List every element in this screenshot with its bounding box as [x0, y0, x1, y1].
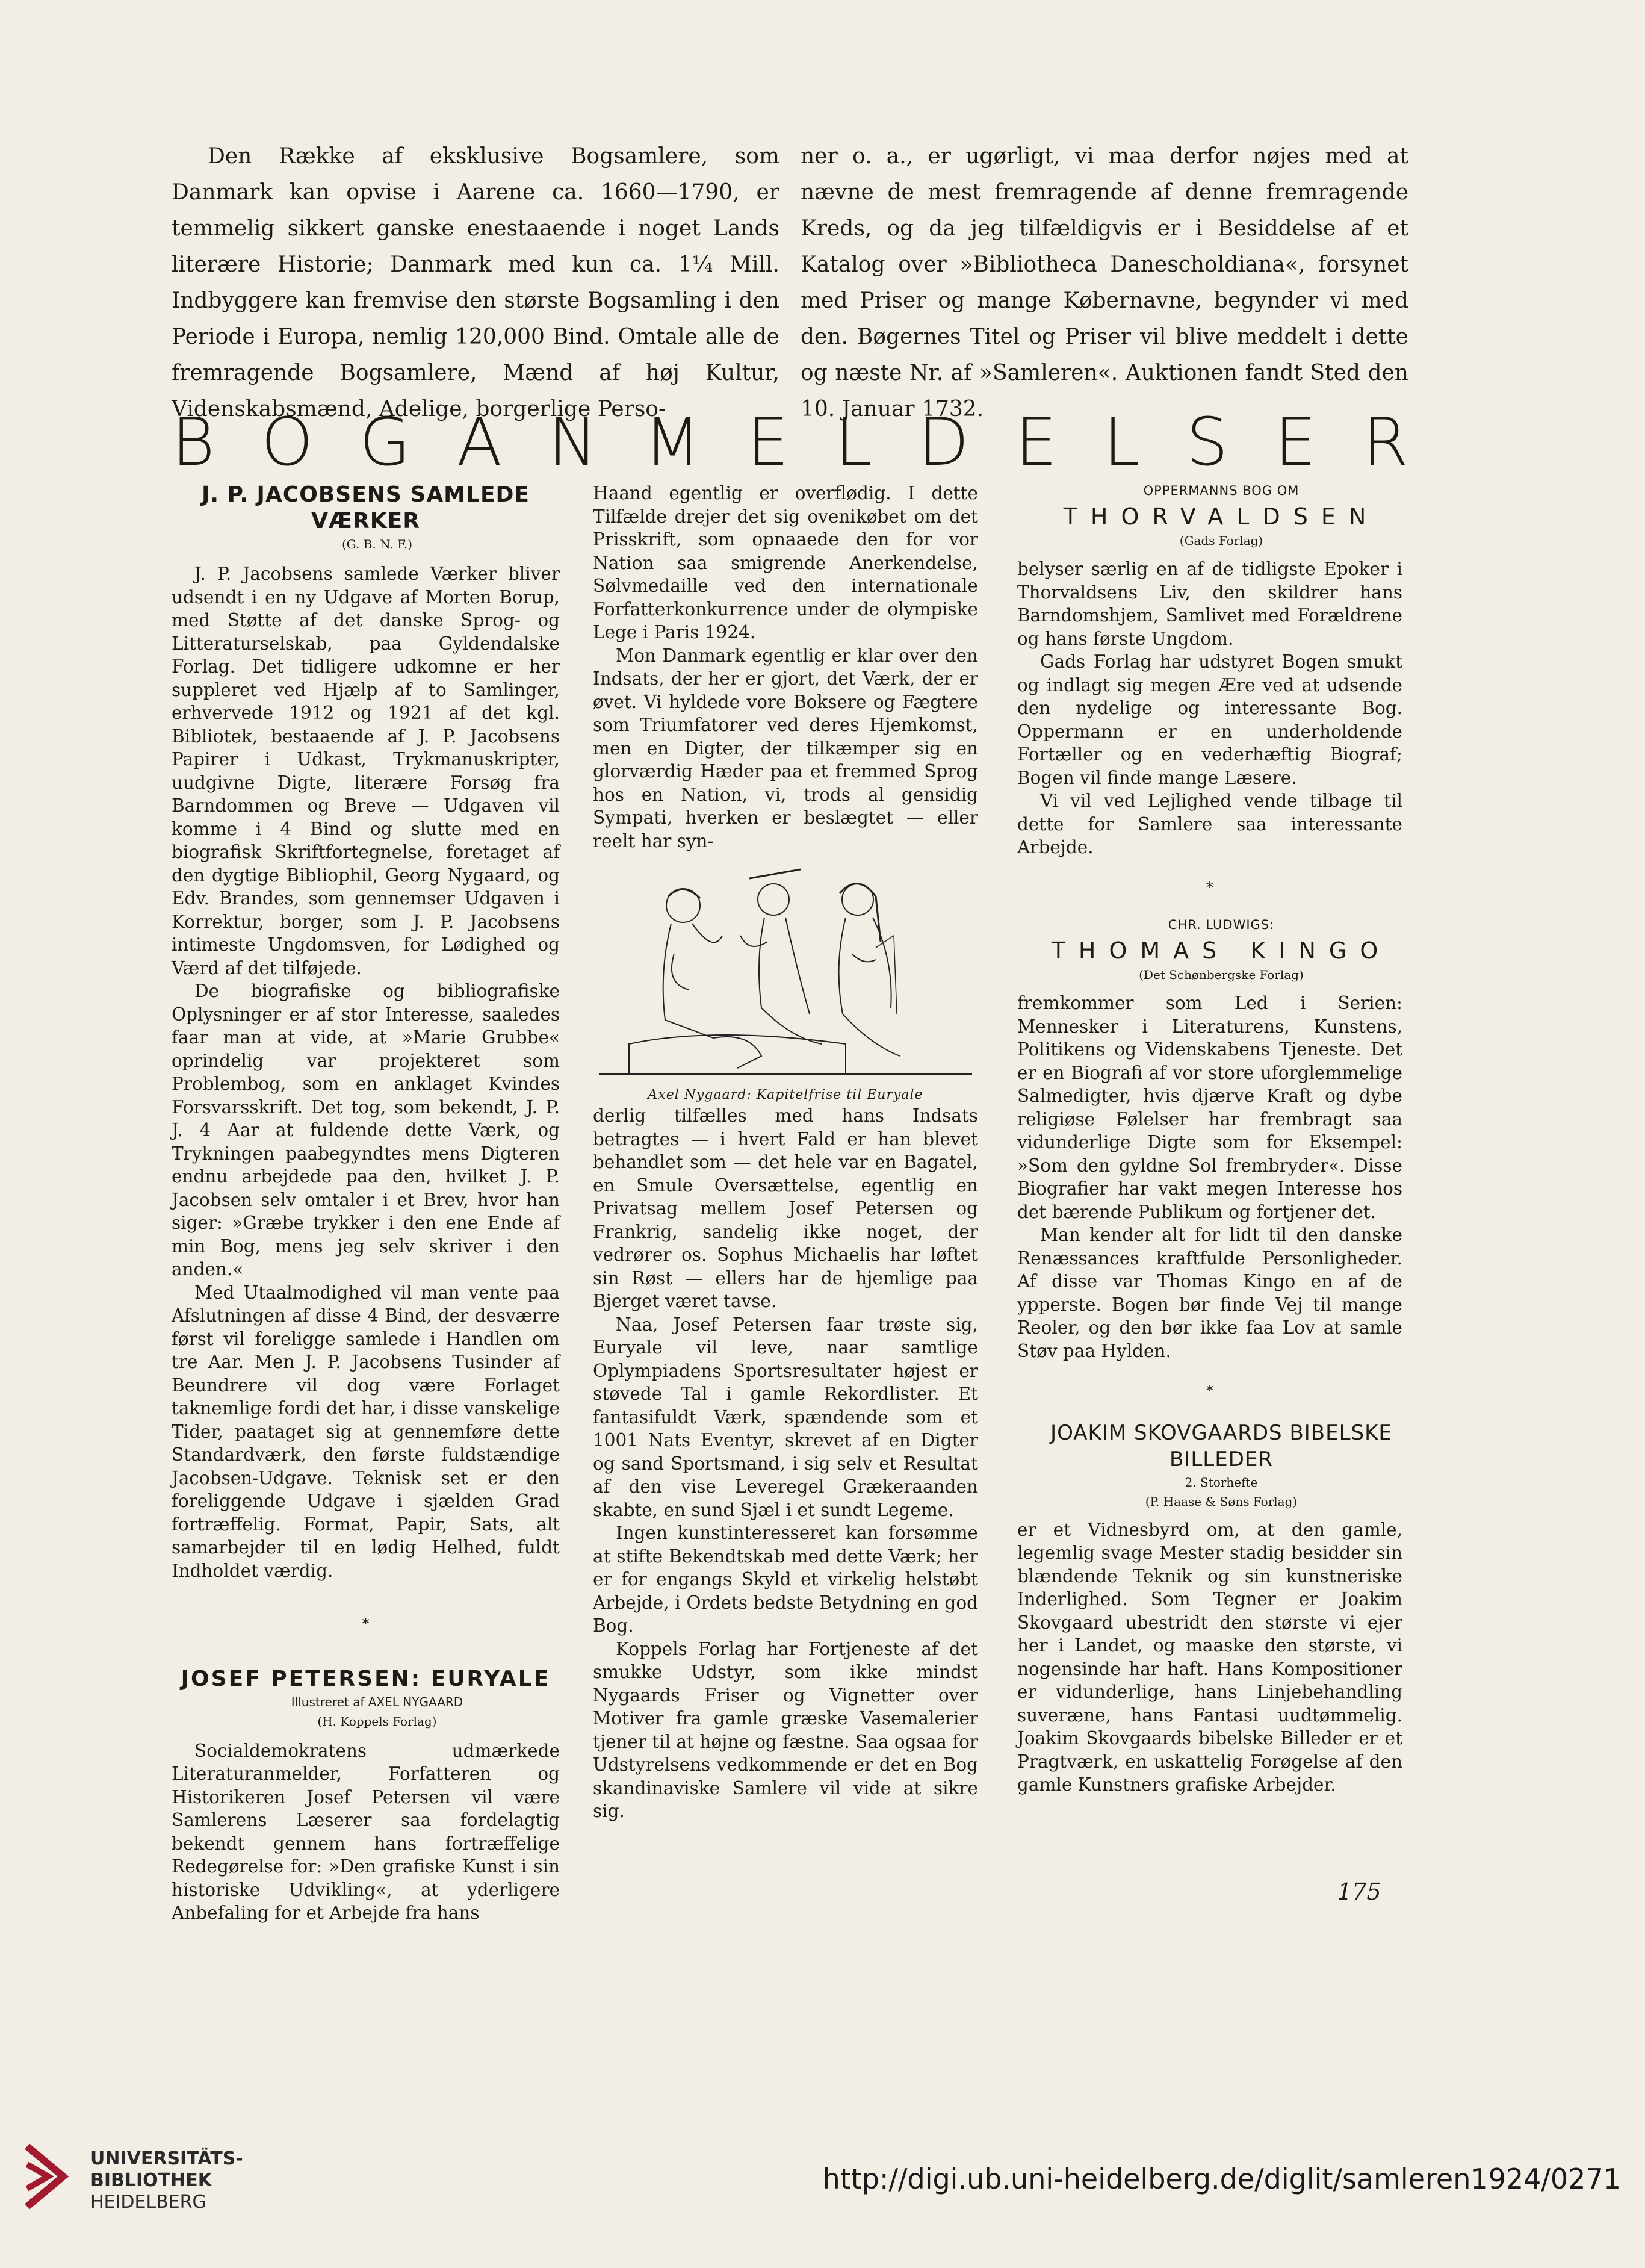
publisher-koppels: (H. Koppels Forlag) — [317, 1713, 437, 1729]
three-figures-drawing — [593, 863, 978, 1080]
heading-jacobsen: J. P. JACOBSENS SAMLEDE VÆRKER — [201, 482, 530, 533]
jacobsen-paragraph-2: De biografiske og bibliografiske Oplysninger er af stor Interesse, saaledes faar man at vide, at »Marie Grubbe« oprindelig var projekteret som Problembog, som en anklaget Kvindes Forsvarsskrift. Det tog, som bekendt, J. P. J. 4 Aar at fuldende dette Værk, og Trykningen paabegyndtes mens Digteren endnu arbejdede paa den, hvilket J. P. Jacobsen selv omtaler i et Brev, hvor han siger: »Græbe trykker i den ene Ende af min Bog, mens jeg selv skriver i den anden.« — [172, 981, 560, 1279]
column-2 — [593, 482, 978, 1823]
illustration-caption: Axel Nygaard: Kapitelfrise til Euryale — [648, 1087, 923, 1102]
heading-skovgaard-1: JOAKIM SKOVGAARDS BIBELSKE — [1050, 1420, 1392, 1445]
library-name-line-2: BIBLIOTHEK — [90, 2170, 212, 2191]
section-title — [172, 403, 1408, 480]
petersen-paragraph-1: Socialdemokratens udmærkede Literaturanmelder, Forfatteren og Historikeren Josef Petersen vil være Samlerens Læserer saa fordelagtig bekendt gennem hans fortræffelige Redegørelse for: »Den grafiske Kunst i sin historiske Udvikling«, at yderligere Anbefaling for et Arbejde fra hans — [172, 1740, 560, 1923]
title-letter: R — [1362, 403, 1408, 480]
title-letter: E — [747, 403, 789, 480]
heading-oppermann: OPPERMANNS BOG OM — [1143, 483, 1300, 498]
publisher-schonberg: (Det Schønbergske Forlag) — [1139, 968, 1304, 982]
skovgaard-paragraph-1: er et Vidnesbyrd om, at den gamle, legemlig svage Mester stadig besidder sin blændende Teknik og sin kunstneriske Inderlighed. Som Tegner er Joakim Skovgaard ubestridt den største vi ejer her i Landet, og maaske den største, vi nogensinde har haft. Hans Kompositioner er vidunderlige, hans Linjebehandling suveræne, hans Fantasi uudtømmelig. Joakim Skovgaards bibelske Billeder er et Pragtværk, en uskattelig Forøgelse af den gamle Kunstners grafiske Arbejder. — [1017, 1519, 1402, 1795]
separator-star: * — [1206, 878, 1213, 896]
source-url[interactable]: http://digi.ub.uni-heidelberg.de/diglit/samleren1924/0271 — [822, 2163, 1621, 2195]
title-letter: E — [1274, 403, 1316, 480]
petersen-paragraph-5: Naa, Josef Petersen faar trøste sig, Euryale vil leve, naar samtlige Oplympiadens Sportsresultater højest er støvede Tal i gamle Rekordlister. Et fantasifuldt Værk, spændende som et 1001 Nats Eventyr, skrevet af en Digter og sand Sportsmand, i sig selv et Resultat af den vise Leveregel Grækeraanden skabte, en sund Sjæl i et sundt Legeme. — [593, 1314, 978, 1520]
column-3 — [1017, 482, 1402, 1797]
title-letter: L — [835, 403, 872, 480]
heading-ludwigs: CHR. LUDWIGS: — [1168, 918, 1275, 932]
separator-star: * — [362, 1615, 370, 1632]
publisher-gads: (Gads Forlag) — [1179, 533, 1263, 548]
title-letter: S — [1186, 403, 1228, 480]
title-letter: B — [172, 403, 215, 480]
title-letter: M — [643, 403, 701, 480]
author-initials: (G. B. N. F.) — [341, 537, 413, 551]
jacobsen-paragraph-3: Med Utaalmodighed vil man vente paa Afslutningen af disse 4 Bind, der desværre først vil foreligge samlede i Handlen om tre Aar. Men J. P. Jacobsens Tusinder af Beundrere vil dog være Forlaget taknemlige fordi det har, i disse vanskelige Tider, paataget sig at gennemføre dette Standardværk, den første fuldstændige Jacobsen-Udgave. Teknisk set er den foreliggende Udgave i sjælden Grad fortræffelig. Format, Papir, Sats, alt samarbejder til en lødig Helhed, fuldt Indholdet værdig. — [172, 1282, 560, 1581]
thorvaldsen-paragraph-2: Gads Forlag har udstyret Bogen smukt og indlagt sig megen Ære ved at udsende den nydelige og interessante Bog. Oppermann er en underholdende Fortæller og en vederhæftig Biograf; Bogen vil finde mange Læsere. — [1017, 651, 1402, 788]
heading-thorvaldsen: THORVALDSEN — [1063, 503, 1380, 530]
title-letter: E — [1015, 403, 1058, 480]
title-letter: G — [359, 403, 411, 480]
petersen-paragraph-7: Koppels Forlag har Fortjeneste af det smukke Udstyr, som ikke mindst Nygaards Friser og Vignetter over Motiver fra gamle græske Vasemalerier tjener til at højne og fæstne. Saa ogsaa for Udstyrelsens vedkommende er det en Bog skandinaviske Samlere vil vide at sikre sig. — [593, 1638, 978, 1821]
title-letter: N — [548, 403, 598, 480]
kingo-paragraph-2: Man kender alt for lidt til den danske Renæssances kraftfulde Personligheder. Af disse var Thomas Kingo en af de ypperste. Bogen bør finde Vej til mange Reoler, og den bør ikke faa Lov at samle Støv paa Hylden. — [1017, 1225, 1402, 1361]
intro-left-column — [172, 138, 779, 427]
title-letter: D — [918, 403, 970, 480]
intro-left-text: Den Række af eksklusive Bogsamlere, som Danmark kan opvise i Aarene ca. 1660—1790, er temmelig sikkert ganske enestaaende i noget Lands literære Historie; Danmark med kun ca. 1¼ Mill. Indbyggere kan fremvise den største Bogsamling i den Periode i Europa, nemlig 120,000 Bind. Omtale alle de fremragende Bogsamlere, Mænd af høj Kultur, Videnskabsmænd, Adelige, borgerlige Perso- — [172, 144, 779, 421]
publisher-haase: (P. Haase & Søns Forlag) — [1145, 1494, 1298, 1509]
intro-right-text: ner o. a., er ugørligt, vi maa derfor nøjes med at nævne de mest fremragende af denne fremragende Kreds, og da jeg tilfældigvis er i Besiddelse af et Katalog over »Bibliotheca Danescholdiana«, forsynet med Priser og mange Købernavne, begynder vi med den. Bøgernes Titel og Priser vil blive meddelt i dette og næste Nr. af »Samleren«. Auktionen fandt Sted den 10. Januar 1732. — [801, 144, 1408, 421]
library-name — [90, 2148, 243, 2213]
library-logo-icon — [21, 2140, 69, 2213]
petersen-paragraph-3: Mon Danmark egentlig er klar over den Indsats, der her er gjort, det Værk, der er øvet. Vi hyldede vore Boksere og Fægtere som Triumfatorer ved deres Hjemkomst, men en Digter, der tilkæmper sig en glorværdig Hæder paa et fremmed Sprog hos en Nation, vi, trods al gensidig Sympati, hverken er beslægtet — eller reelt har syn- — [593, 645, 978, 851]
thorvaldsen-paragraph-3: Vi vil ved Lejlighed vende tilbage til dette for Samlere saa interessante Arbejde. — [1017, 791, 1402, 857]
library-name-line-1: UNIVERSITÄTS- — [90, 2148, 243, 2169]
storhefte-label: 2. Storhefte — [1185, 1474, 1258, 1490]
title-letter: A — [456, 403, 503, 480]
petersen-paragraph-6: Ingen kunstinteresseret kan forsømme at stifte Bekendtskab med dette Værk; her er for engangs Skyld et virkelig helstøbt Arbejde, i Ordets bedste Betydning en god Bog. — [593, 1523, 978, 1636]
heading-kingo: THOMAS KINGO — [1051, 937, 1392, 964]
kingo-paragraph-1: fremkommer som Led i Serien: Mennesker i Literaturens, Kunstens, Politikens og Videnskabens Tjeneste. Det er en Biografi af vor store uforglemmelige Salmedigter, hvis djærve Kraft og dybe religiøse Følelser har frembragt saa vidunderlige Digte som for Eksempel: »Som den gyldne Sol frembryder«. Disse Biografier har vakt megen Interesse hos det bærende Publikum og fortjener det. — [1017, 993, 1402, 1222]
title-letter: O — [261, 403, 314, 480]
title-letter: L — [1103, 403, 1141, 480]
petersen-paragraph-4: derlig tilfælles med hans Indsats betragtes — i hvert Fald er han blevet behandlet som — det hele var en Bagatel, en Smule Oversættelse, egentlig en Privatsag mellem Josef Petersen og Frankrig, sandelig ikke noget, der vedrører os. Sophus Michaelis har løftet sin Røst — ellers har de hjemlige paa Bjerget været tavse. — [593, 1105, 978, 1311]
intro-right-column — [801, 138, 1408, 427]
heading-petersen: JOSEF PETERSEN: EURYALE — [181, 1666, 551, 1691]
petersen-paragraph-2: Haand egentlig er overflødig. I dette Tilfælde drejer det sig ovenikøbet om det Prisskrift, som opnaaede den for vor Nation saa smigrende Anerkendelse, Sølvmedaille ved den internationale Forfatterkonkurrence under de olympiske Lege i Paris 1924. — [593, 483, 978, 642]
thorvaldsen-paragraph-1: belyser særlig en af de tidligste Epoker i Thorvaldsens Liv, den skildrer hans Barndomshjem, Samlivet med Forældrene og hans første Ungdom. — [1017, 559, 1402, 649]
library-name-line-3: HEIDELBERG — [90, 2192, 206, 2213]
jacobsen-paragraph-1: J. P. Jacobsens samlede Værker bliver udsendt i en ny Udgave af Morten Borup, med Støtte af det danske Sprog- og Litteraturselskab, paa Gyldendalske Forlag. Det tidligere udkomne er her suppleret ved Hjælp af to Samlinger, erhvervede 1912 og 1921 af det kgl. Bibliotek, bestaaende af J. P. Jacobsens Papirer i Udkast, Trykmanuskripter, uudgivne Digte, literære Forsøg fra Barndommen og Breve — Udgaven vil komme i 4 Bind og slutte med en biografisk Skriftfortegnelse, foretaget af den dygtige Bibliophil, Georg Nygaard, og Edv. Brandes, som gennemser Udgaven i Korrektur, borger, som J. P. Jacobsens intimeste Ungdomsven, for Lødighed og Værd af det tilføjede. — [172, 564, 560, 978]
page-number: 175 — [1337, 1878, 1381, 1905]
column-1 — [172, 482, 560, 1925]
illustrator-credit: Illustreret af AXEL NYGAARD — [291, 1694, 463, 1709]
frieze-illustration — [593, 863, 978, 1104]
separator-star: * — [1206, 1382, 1213, 1399]
heading-skovgaard-2: BILLEDER — [1169, 1447, 1273, 1471]
